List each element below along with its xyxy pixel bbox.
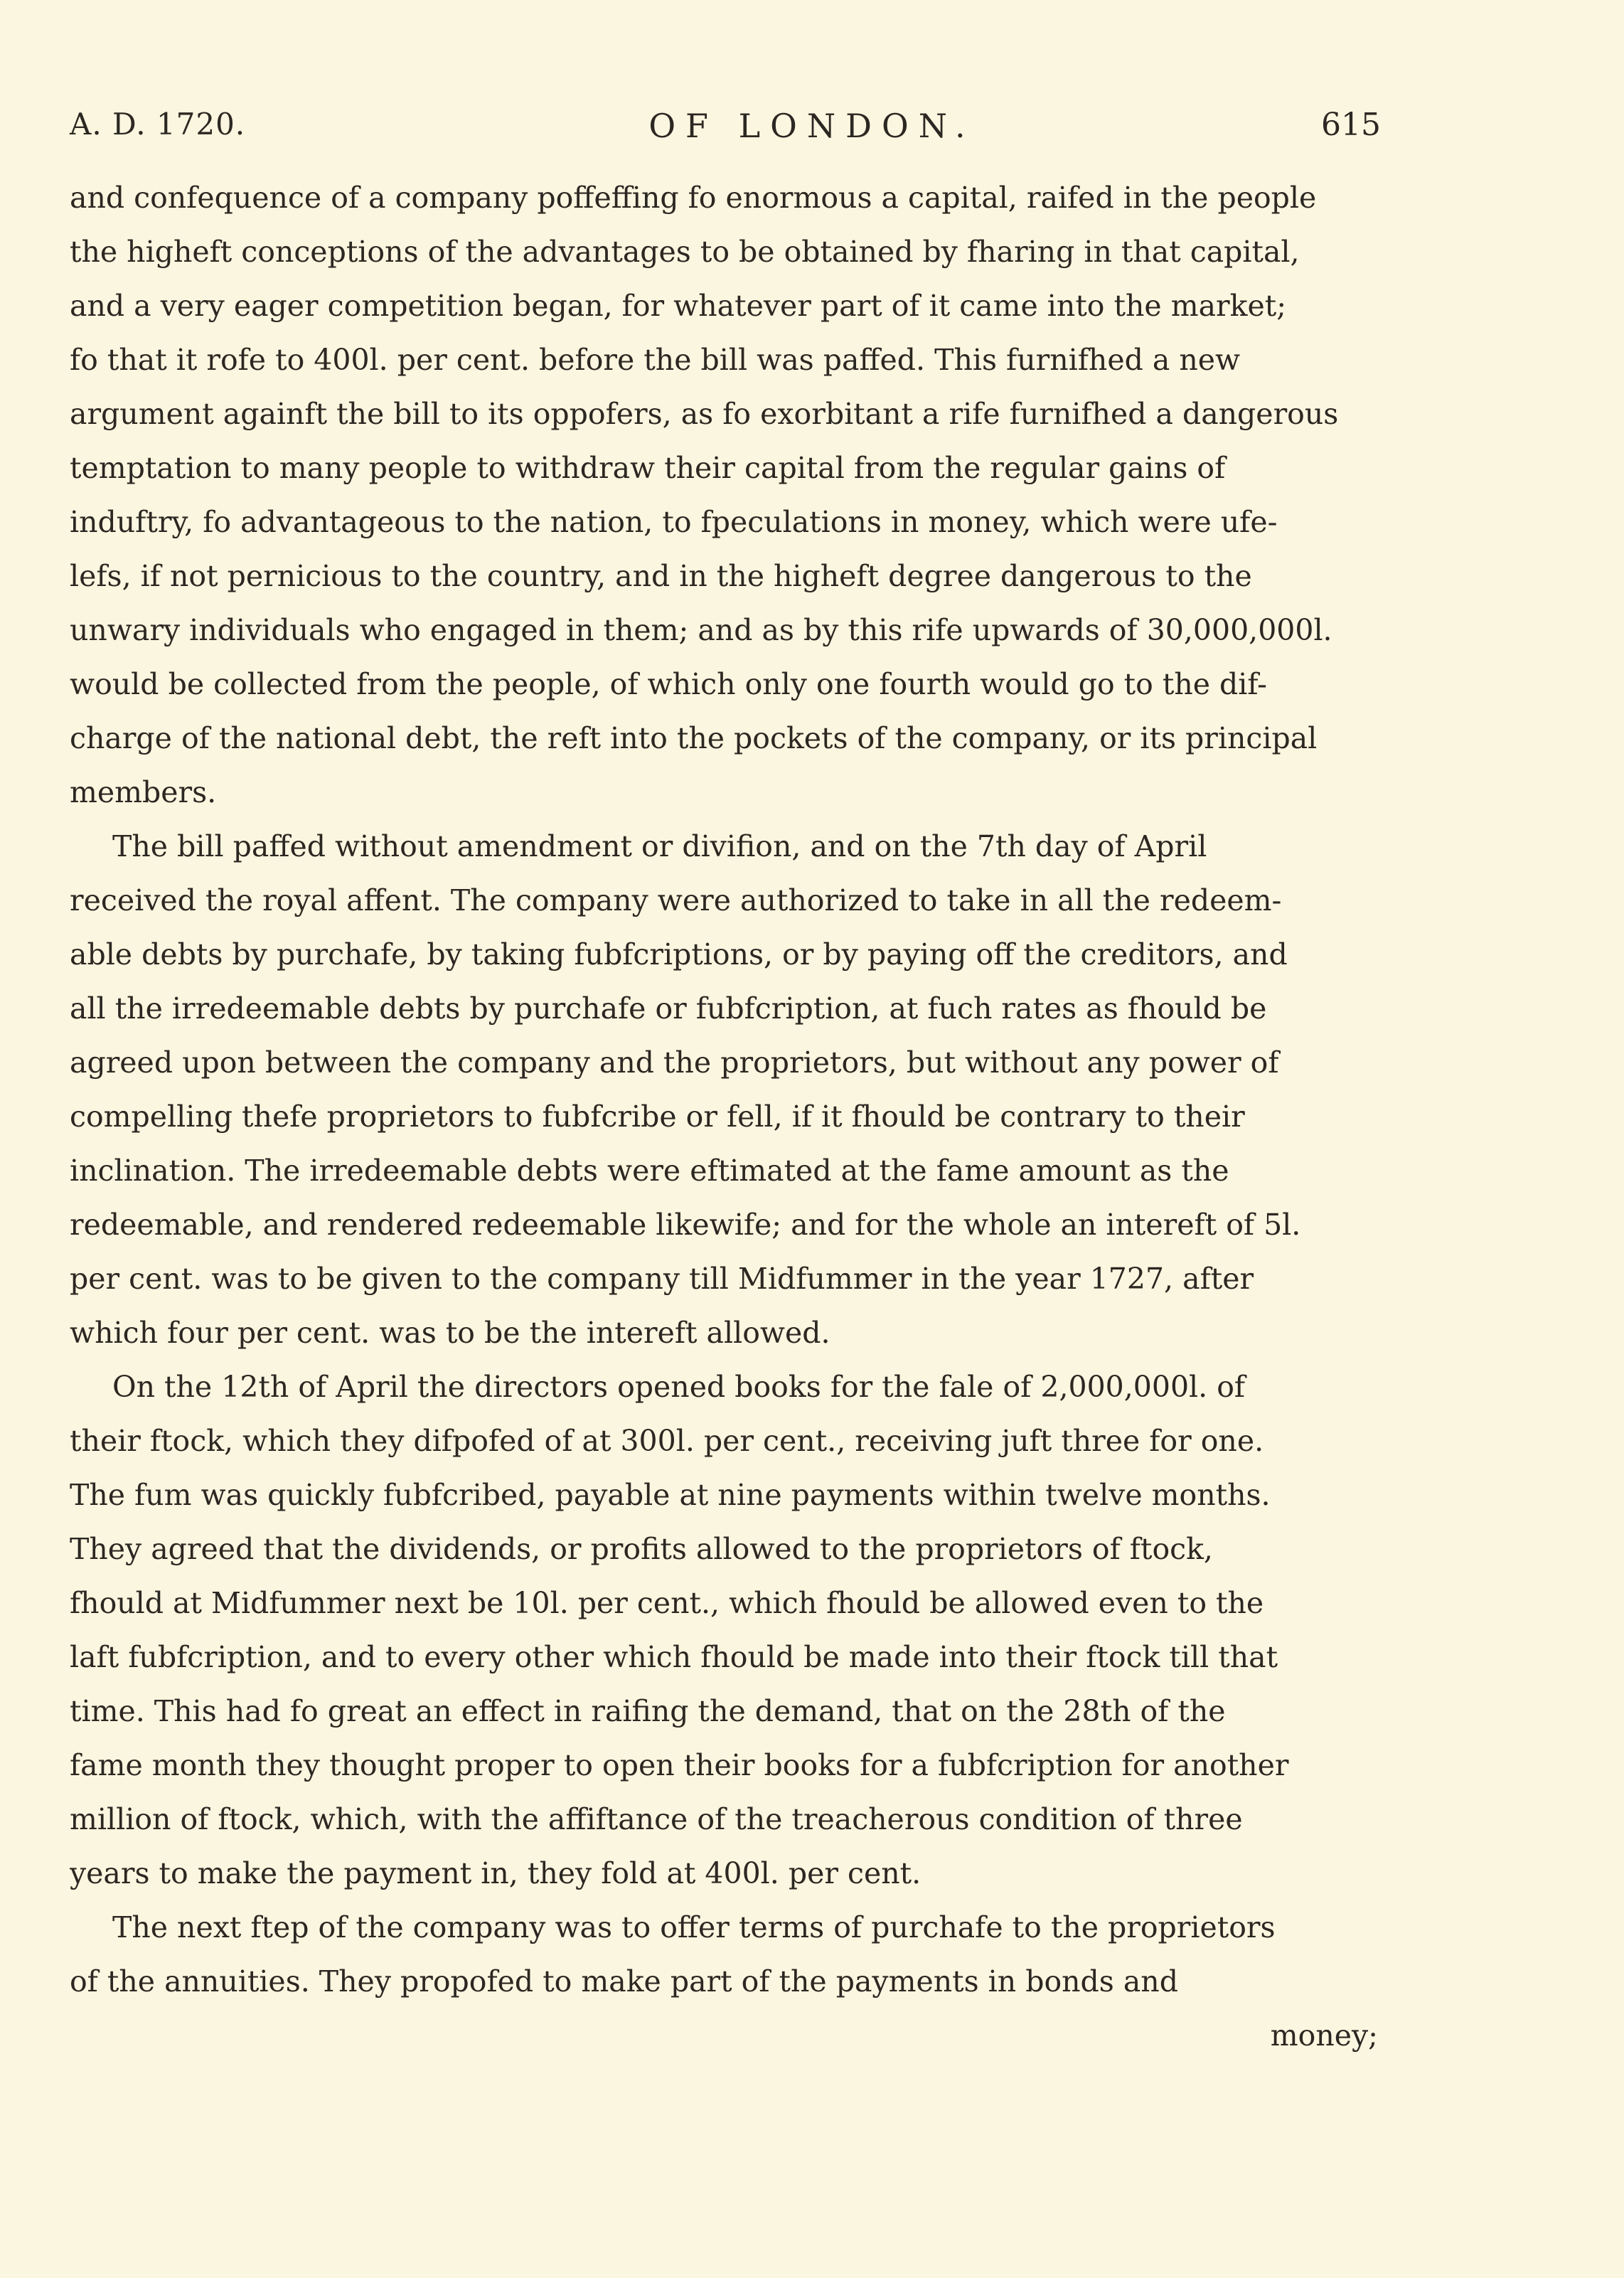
- paragraph-start-line: The next ftep of the company was to offer terms of purchafe to the proprietors: [112, 1910, 1276, 1944]
- chapter-title: OF LONDON.: [648, 107, 976, 145]
- text-line: and a very eager competition began, for whatever part of it came into the market;: [70, 289, 1287, 323]
- text-line: able debts by purchafe, by taking fubfcriptions, or by paying off the creditors, and: [70, 937, 1288, 972]
- text-line: induftry, fo advantageous to the nation, to fpeculations in money, which were ufe-: [70, 505, 1278, 539]
- text-line: of the annuities. They propofed to make part of the payments in bonds and: [70, 1964, 1178, 1998]
- paragraph-start-line: The bill paffed without amendment or divifion, and on the 7th day of April: [112, 829, 1207, 863]
- text-line: and confequence of a company poffeffing fo enormous a capital, raifed in the people: [70, 181, 1317, 215]
- text-line: per cent. was to be given to the company till Midfummer in the year 1727, after: [70, 1262, 1254, 1296]
- paragraph-start-line: On the 12th of April the directors opened books for the fale of 2,000,000l. of: [112, 1370, 1246, 1404]
- text-line: argument againft the bill to its oppofers, as fo exorbitant a rife furnifhed a dangerous: [70, 397, 1339, 431]
- text-line: would be collected from the people, of which only one fourth would go to the dif-: [70, 667, 1267, 701]
- text-line: laft fubfcription, and to every other which fhould be made into their ftock till that: [70, 1640, 1278, 1674]
- text-line: inclination. The irredeemable debts were eftimated at the fame amount as the: [70, 1154, 1229, 1188]
- year-heading: A. D. 1720.: [70, 107, 246, 142]
- text-line: their ftock, which they difpofed of at 300l. per cent., receiving juft three for one.: [70, 1424, 1264, 1458]
- catchword: money;: [1270, 2018, 1378, 2053]
- body-text: [70, 171, 1378, 2063]
- text-line: million of ftock, which, with the affiftance of the treacherous condition of three: [70, 1802, 1243, 1836]
- text-line: which four per cent. was to be the intereft allowed.: [70, 1316, 830, 1350]
- text-line: unwary individuals who engaged in them; and as by this rife upwards of 30,000,000l.: [70, 613, 1332, 647]
- text-line: years to make the payment in, they fold at 400l. per cent.: [70, 1856, 921, 1890]
- text-line: charge of the national debt, the reft into the pockets of the company, or its principal: [70, 721, 1318, 755]
- text-line: lefs, if not pernicious to the country, and in the higheft degree dangerous to the: [70, 559, 1252, 593]
- text-line: fhould at Midfummer next be 10l. per cent., which fhould be allowed even to the: [70, 1586, 1264, 1620]
- text-line: agreed upon between the company and the proprietors, but without any power of: [70, 1045, 1279, 1080]
- running-head: [0, 107, 1624, 156]
- text-line: members.: [70, 775, 217, 809]
- text-line: received the royal affent. The company were authorized to take in all the redeem-: [70, 883, 1282, 917]
- text-line: all the irredeemable debts by purchafe or fubfcription, at fuch rates as fhould be: [70, 991, 1267, 1026]
- text-line: They agreed that the dividends, or profits allowed to the proprietors of ftock,: [70, 1532, 1213, 1566]
- text-line: compelling thefe proprietors to fubfcribe or fell, if it fhould be contrary to their: [70, 1100, 1245, 1134]
- text-line: temptation to many people to withdraw their capital from the regular gains of: [70, 451, 1226, 485]
- text-line: fo that it rofe to 400l. per cent. before the bill was paffed. This furnifhed a new: [70, 343, 1241, 377]
- text-line: fame month they thought proper to open their books for a fubfcription for another: [70, 1748, 1289, 1782]
- page-number: 615: [1321, 107, 1381, 143]
- text-line: time. This had fo great an effect in raifing the demand, that on the 28th of the: [70, 1694, 1226, 1728]
- text-line: redeemable, and rendered redeemable likewife; and for the whole an intereft of 5l.: [70, 1208, 1301, 1242]
- text-line: the higheft conceptions of the advantages to be obtained by fharing in that capital,: [70, 235, 1300, 269]
- text-line: The fum was quickly fubfcribed, payable at nine payments within twelve months.: [70, 1478, 1271, 1512]
